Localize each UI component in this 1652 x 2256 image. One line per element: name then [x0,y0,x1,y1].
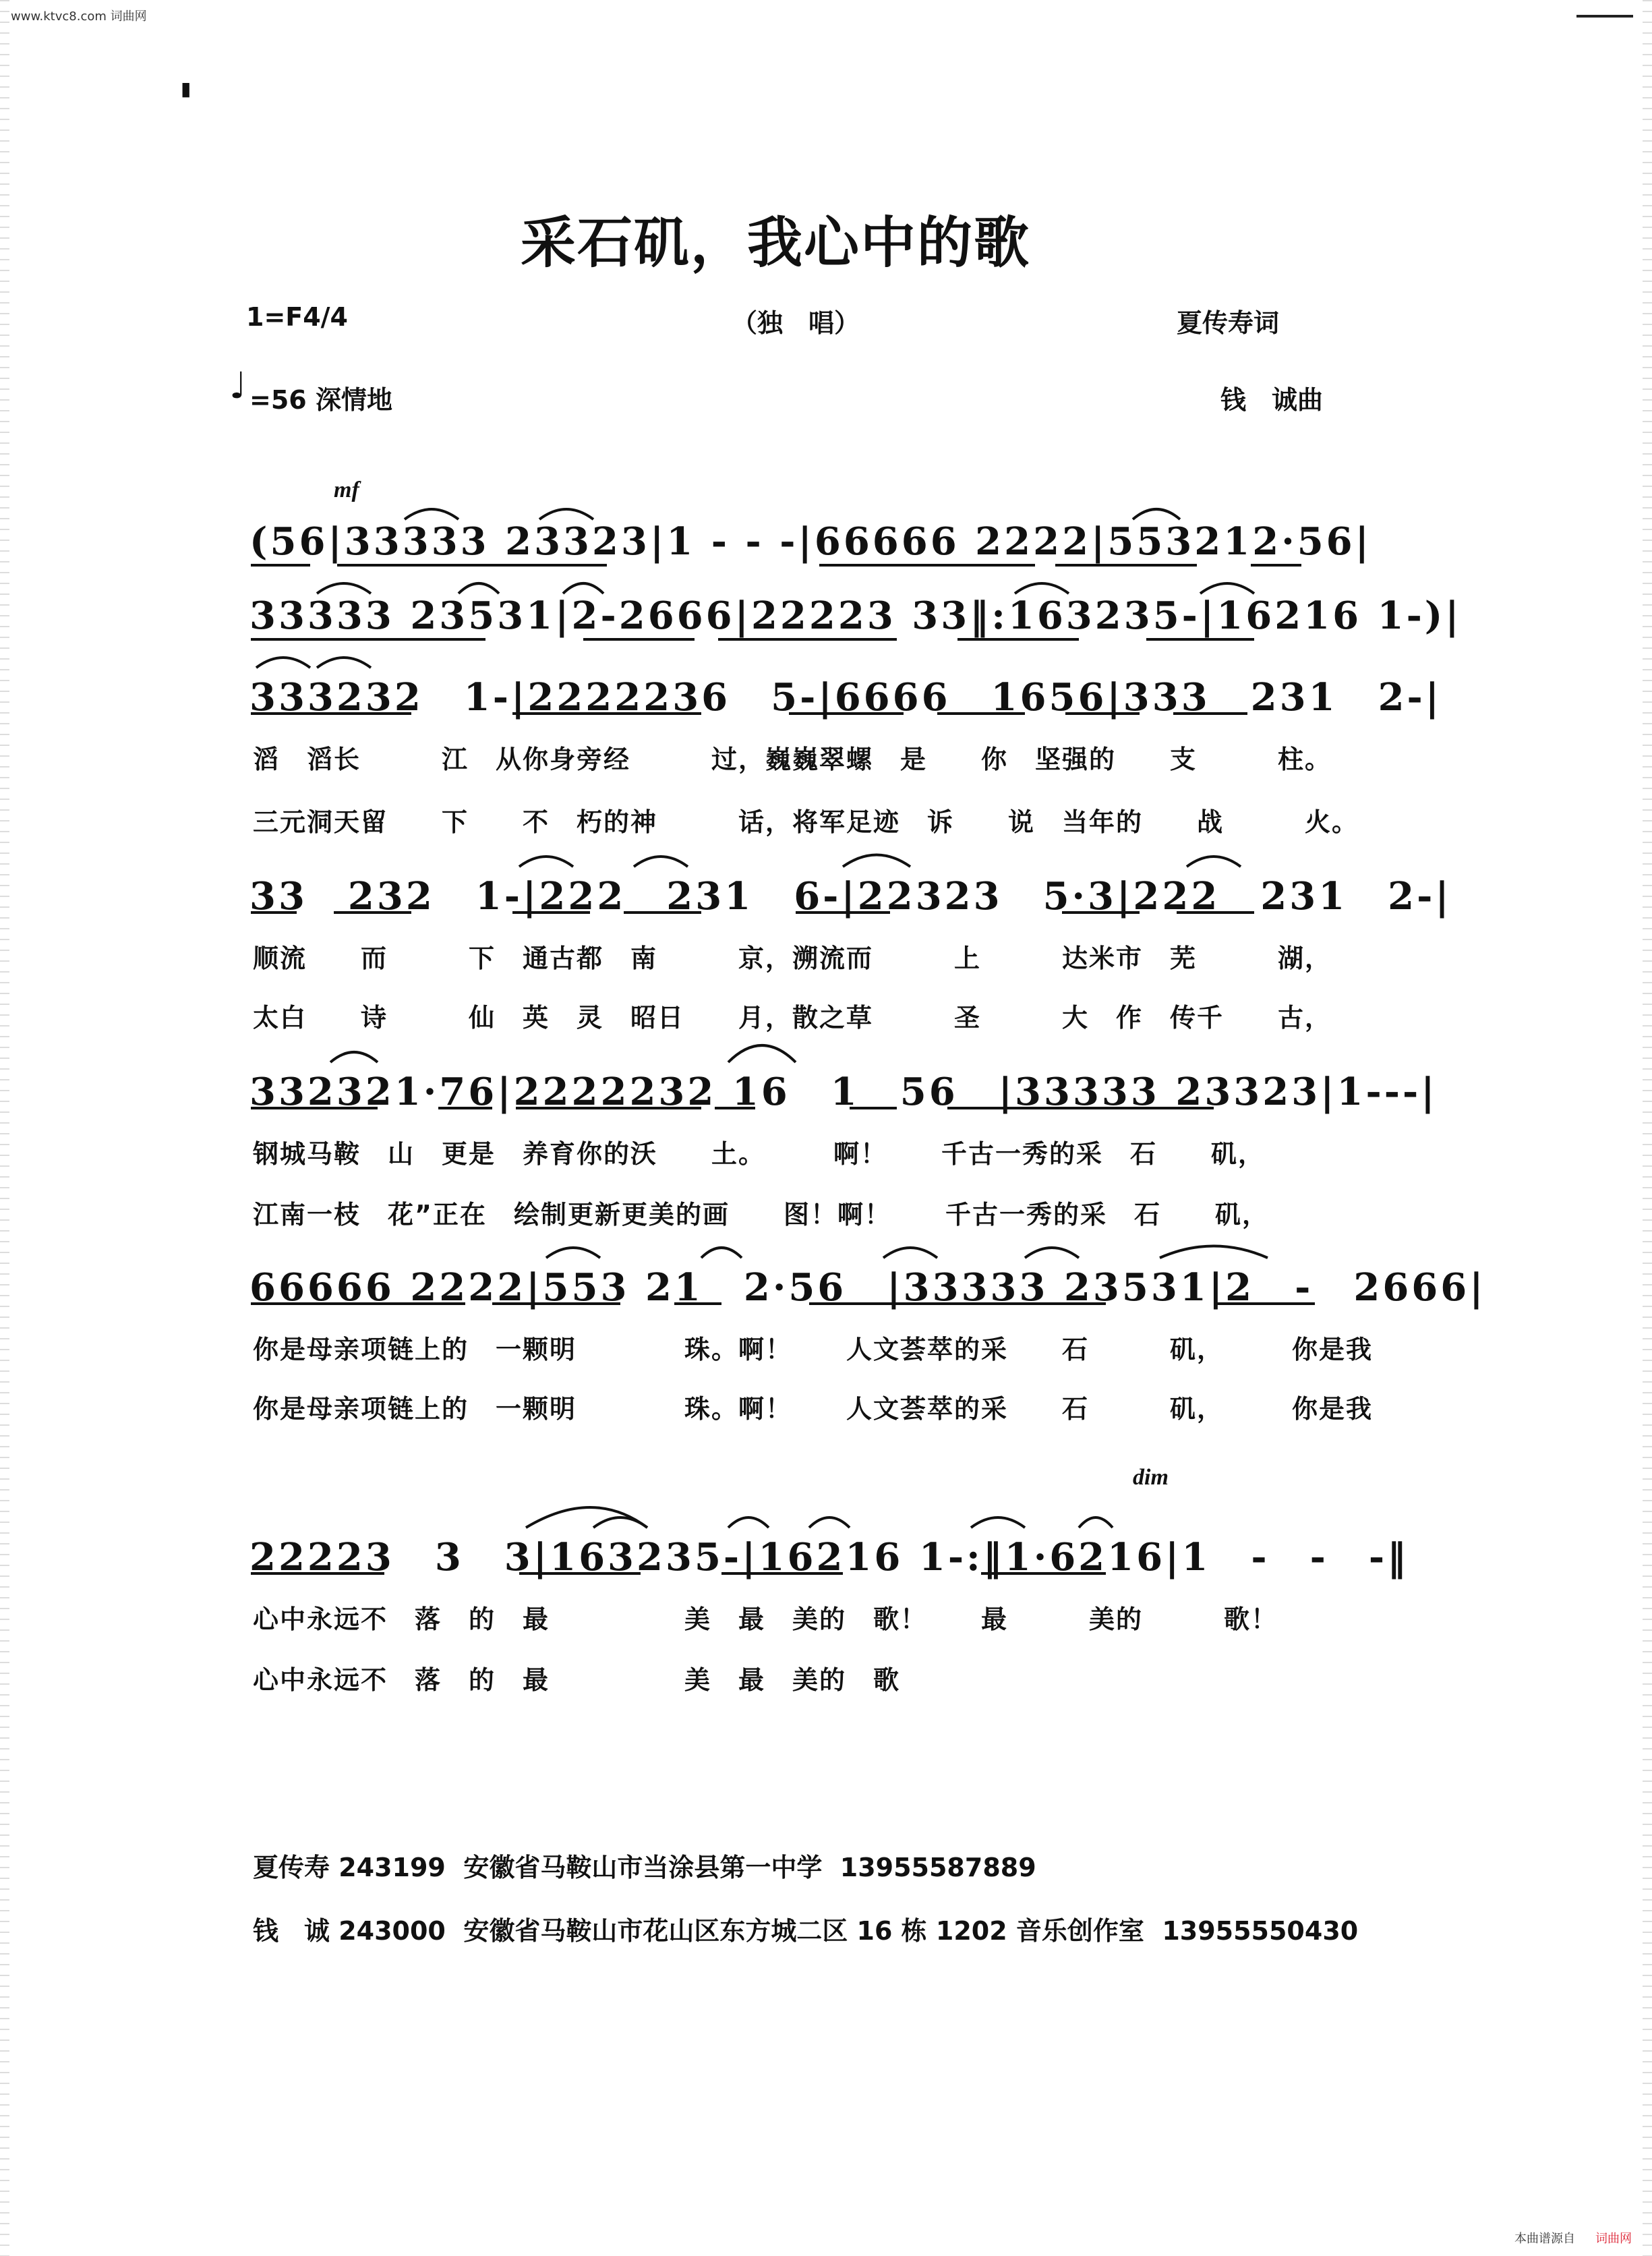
score-row-3: 333232 1-|2222236 5-|6666 1656|333 231 2-| [249,675,1442,720]
lyric-row-6-verse-2: 你是母亲项链上的 一颗明 珠。啊！ 人文荟萃的采 石 矶， 你是我 [253,1394,1374,1424]
stray-mark: ▮ [181,78,191,100]
tempo-marking: =56 深情地 [249,385,392,415]
score-row-7: 22223 3 3|163235-|16216 1-:‖1·6216|1 - - -‖ [249,1535,1409,1580]
lyric-row-3-verse-1: 滔 滔长 江 从你身旁经 过，巍巍翠螺 是 你 坚强的 支 柱。 [253,745,1332,774]
song-title: 采石矶，我心中的歌 [520,211,1030,275]
lyric-row-5-verse-2: 江南一枝 花”正在 绘制更新更美的画 图！啊！ 千古一秀的采 石 矶， [253,1200,1269,1230]
contact-composer: 钱 诚 243000 安徽省马鞍山市花山区东方城二区 16 栋 1202 音乐创作室 13955550430 [253,1916,1359,1946]
lyricist: 夏传寿词 [1177,308,1280,338]
key-signature: 1=F4/4 [246,302,348,332]
lyric-row-7-verse-1: 心中永远不 落 的 最 美 最 美的 歌！ 最 美的 歌！ [253,1604,1278,1634]
corner-mark [1576,15,1633,18]
lyric-row-6-verse-1: 你是母亲项链上的 一颗明 珠。啊！ 人文荟萃的采 石 矶， 你是我 [253,1335,1374,1364]
right-edge-strip [1643,0,1652,2256]
dynamics-dim: dim [1133,1465,1169,1490]
lyric-row-4-verse-2: 太白 诗 仙 英 灵 昭日 月，散之草 圣 大 作 传千 古， [253,1003,1332,1033]
performance-style: （独 唱） [732,308,860,338]
bottom-watermark [1514,2229,1632,2247]
left-edge-strip [0,0,9,2256]
quarter-note-icon: ♩ [229,364,247,407]
lyric-row-7-verse-2: 心中永远不 落 的 最 美 最 美的 歌 [253,1665,901,1695]
score-row-6: 66666 2222|553 21 2·56 |33333 23531|2 - 2666| [249,1265,1486,1310]
dynamics-mf: mf [334,478,359,502]
lyric-row-5-verse-1: 钢城马鞍 山 更是 养育你的沃 土。 啊！ 千古一秀的采 石 矶， [253,1139,1266,1169]
lyric-row-4-verse-1: 顺流 而 下 通古都 南 京，溯流而 上 达米市 芜 湖， [253,944,1332,973]
score-row-5: 332321·76|2222232 16 1 56 |33333 23323|1---| [249,1070,1438,1114]
bottom-label: 本曲谱源自 [1514,2232,1575,2246]
score-row-4: 33 232 1-|222 231 6-|22323 5·3|222 231 2-| [249,874,1452,919]
score-row-2: 33333 23531|2-2666|22223 33‖:163235-|16216 1-)| [249,594,1462,638]
score-row-1: (56|33333 23323|1 - - -|66666 2222|553212·56| [249,519,1371,564]
top-watermark: www.ktvc8.com 词曲网 [11,9,147,24]
bottom-brand: 词曲网 [1595,2232,1632,2246]
lyric-row-3-verse-2: 三元洞天留 下 不 朽的神 话，将军足迹 诉 说 当年的 战 火。 [253,807,1359,837]
composer: 钱 诚曲 [1220,385,1324,415]
contact-lyricist: 夏传寿 243199 安徽省马鞍山市当涂县第一中学 13955587889 [253,1853,1036,1882]
